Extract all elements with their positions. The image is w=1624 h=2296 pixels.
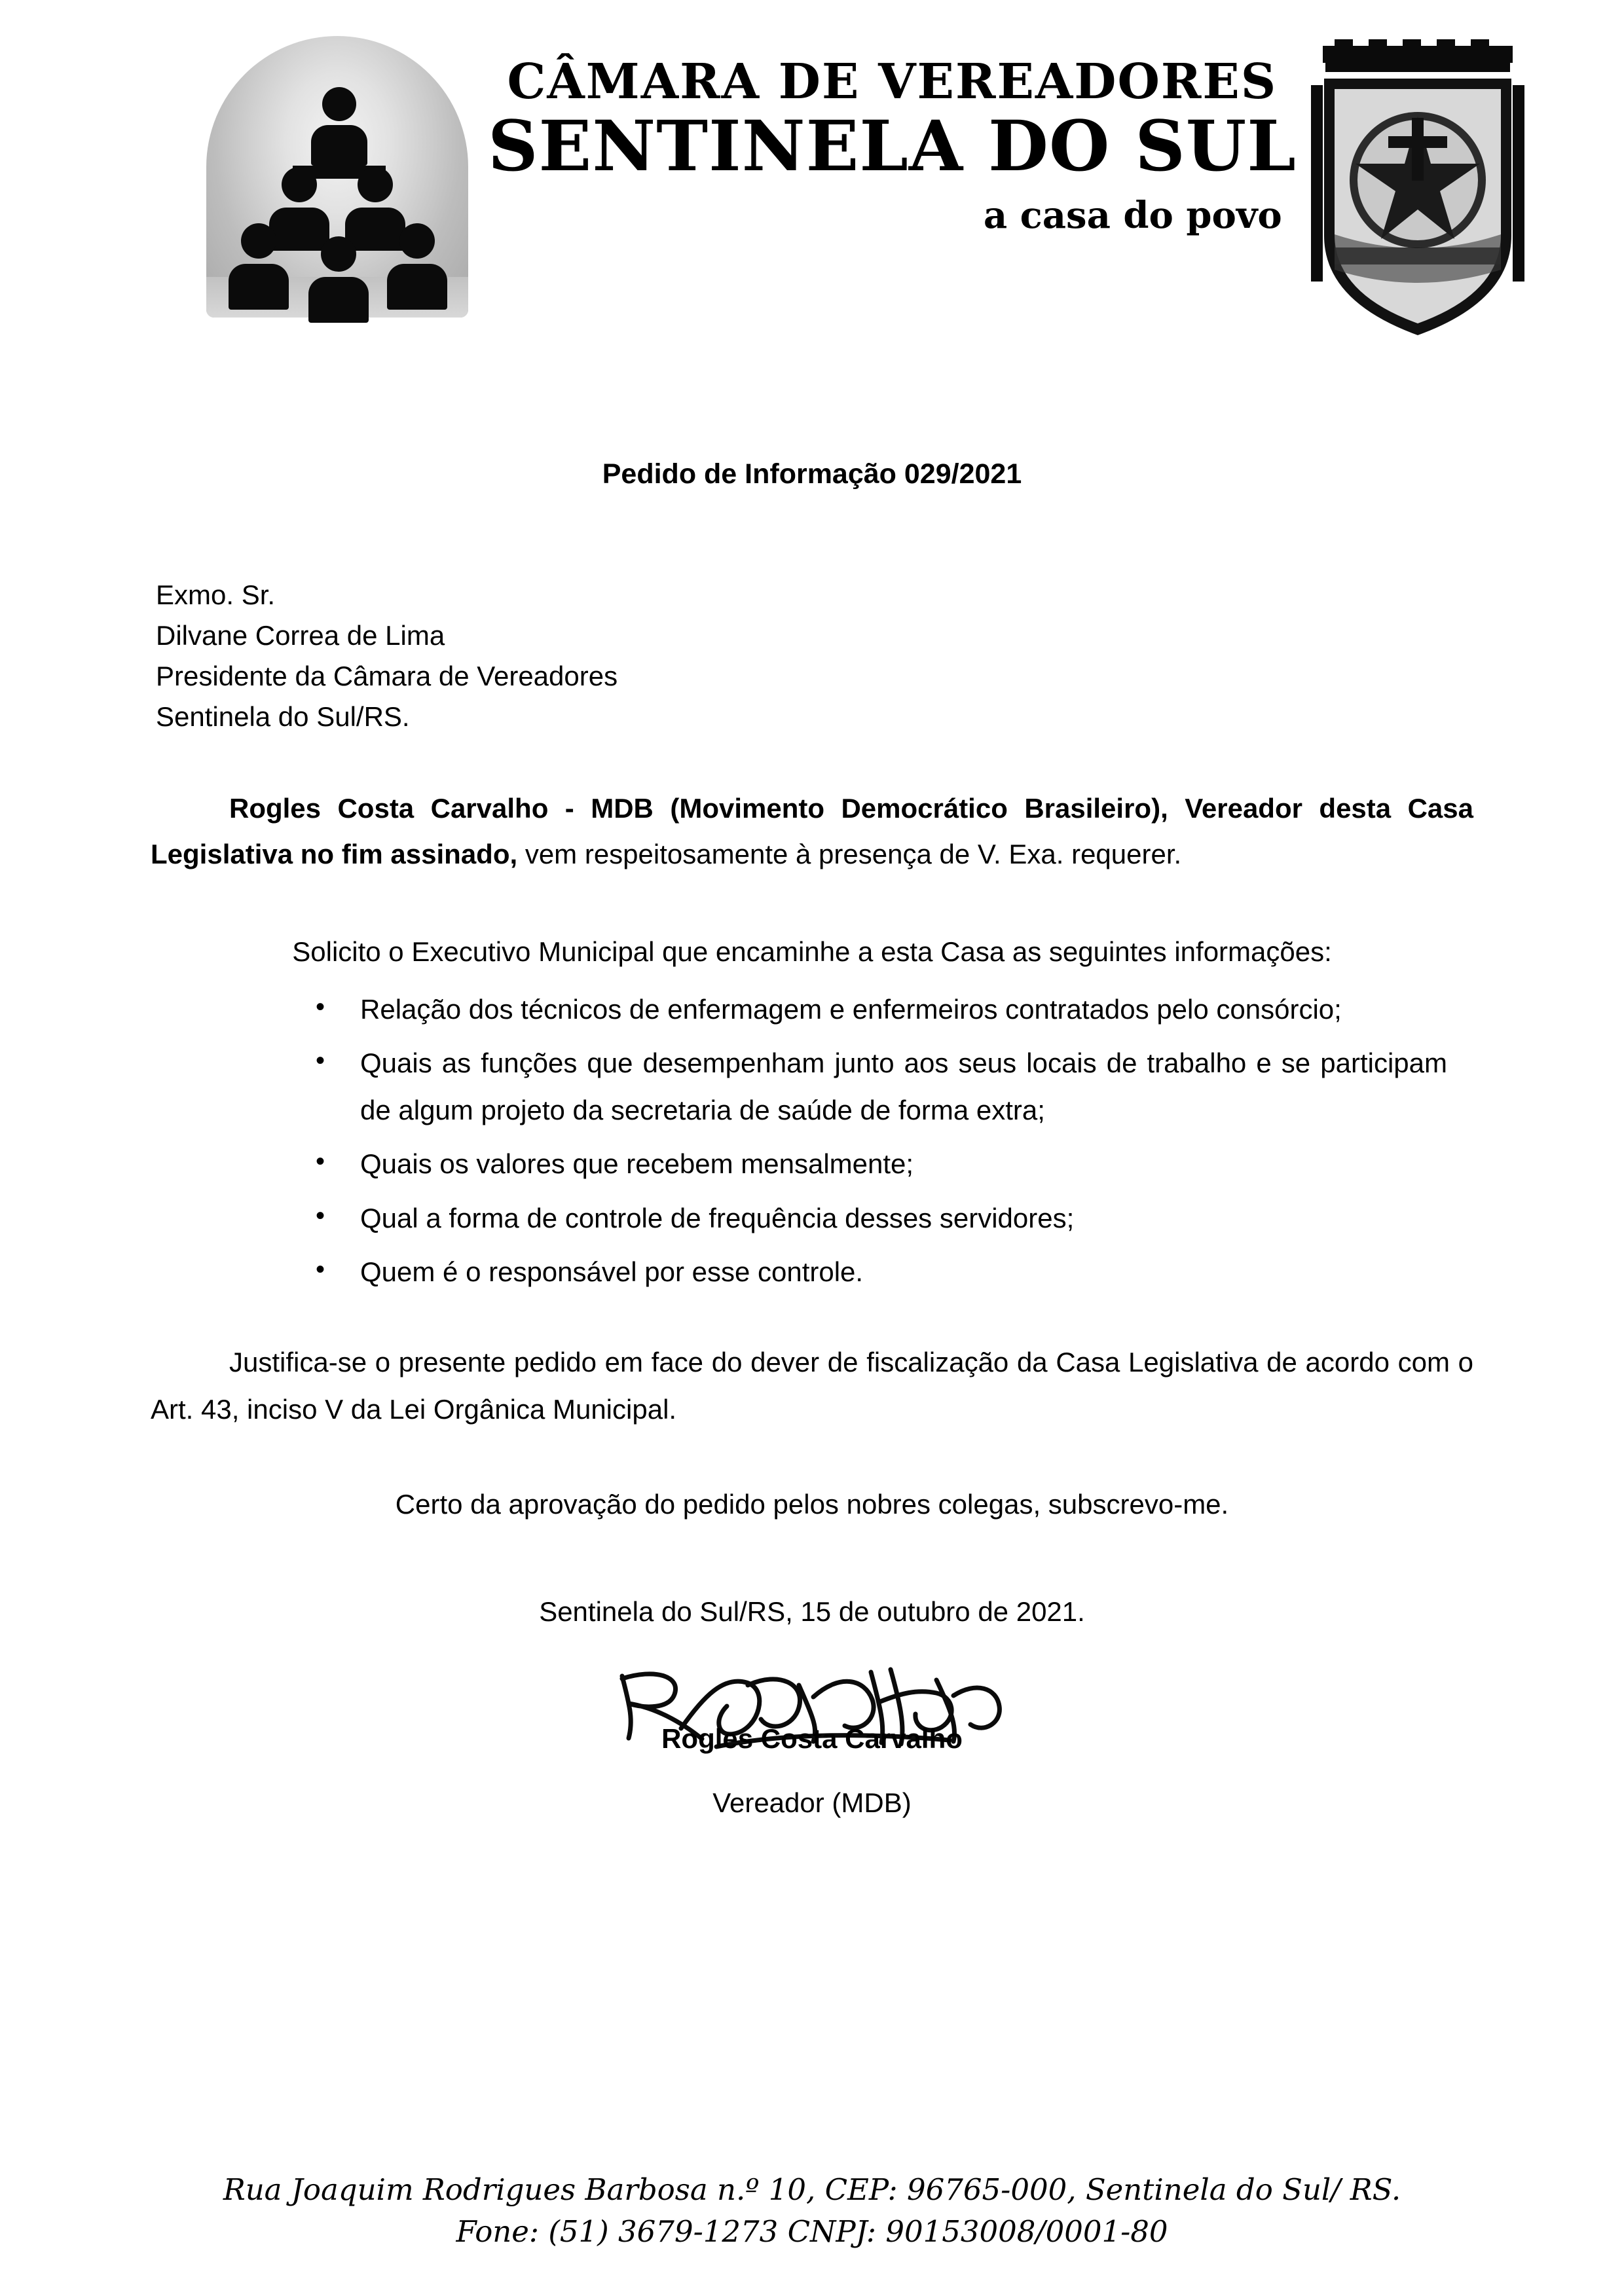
- request-item-list: [151, 986, 1473, 1296]
- footer-line-2: Fone: (51) 3679-1273 CNPJ: 90153008/0001-80: [456, 2214, 1168, 2250]
- signature-block: [151, 1660, 1473, 1772]
- justification-paragraph: Justifica-se o presente pedido em face do dever de fiscalização da Casa Legislativa de acordo com o Art. 43, inciso V da Lei Orgânica Municipal.: [151, 1347, 1473, 1425]
- place-and-date: Sentinela do Sul/RS, 15 de outubro de 2021.: [539, 1595, 1085, 1627]
- addressee-line-2: Dilvane Correa de Lima: [156, 619, 445, 651]
- emblem-figure-bottom-center: [308, 236, 369, 323]
- addressee-line-1: Exmo. Sr.: [156, 579, 276, 610]
- signature-role: Vereador (MDB): [712, 1787, 912, 1818]
- addressee-line-4: Sentinela do Sul/RS.: [156, 701, 410, 733]
- list-item: • Quais as funções que desempenham junto aos seus locais de trabalho e se participam de algum projeto da secretaria de saúde de forma extra;: [360, 1040, 1473, 1134]
- people-pyramid-emblem: [206, 36, 481, 337]
- list-item: • Quem é o responsável por esse controle.: [360, 1248, 1473, 1296]
- coat-of-arms-svg: [1297, 39, 1539, 347]
- chamber-title-line1: CÂMARA DE VEREADORES: [507, 54, 1278, 110]
- emblem-figure-bottom-left: [229, 223, 289, 310]
- opening-bold-2: Vereador desta Casa Legislativa no fim assinado,: [151, 793, 1473, 869]
- opening-paragraph: [151, 786, 1473, 877]
- chamber-title-line2: SENTINELA DO SUL: [488, 105, 1297, 187]
- list-item: • Relação dos técnicos de enfermagem e enfermeiros contratados pelo consórcio;: [360, 986, 1473, 1033]
- addressee-block: [156, 575, 1473, 738]
- signature-name: Rogles Costa Carvalho: [661, 1722, 963, 1754]
- closing-paragraph: Certo da aprovação do pedido pelos nobres colegas, subscrevo-me.: [395, 1488, 1229, 1520]
- list-item: • Qual a forma de controle de frequência desses servidores;: [360, 1195, 1473, 1242]
- addressee-line-3: Presidente da Câmara de Vereadores: [156, 660, 618, 691]
- municipal-coat-of-arms: [1297, 39, 1539, 347]
- request-intro: Solicito o Executivo Municipal que encaminhe a esta Casa as seguintes informações:: [292, 936, 1332, 967]
- emblem-figure-top: [311, 87, 367, 166]
- footer-address: [0, 2169, 1624, 2253]
- document-title: Pedido de Informação 029/2021: [602, 458, 1022, 490]
- opening-bold-1: Rogles Costa Carvalho - MDB (Movimento Democrático Brasileiro),: [229, 793, 1168, 824]
- opening-rest: vem respeitosamente à presença de V. Exa. requerer.: [517, 839, 1182, 869]
- emblem-figure-bottom-right: [387, 223, 447, 310]
- letterhead: [82, 0, 1542, 406]
- letterhead-titles: [481, 0, 1297, 237]
- list-item: • Quais os valores que recebem mensalmente;: [360, 1140, 1473, 1188]
- footer-line-1: Rua Joaquim Rodrigues Barbosa n.º 10, CEP: 96765-000, Sentinela do Sul/ RS.: [223, 2172, 1401, 2208]
- document-body: [151, 406, 1473, 1825]
- chamber-tagline: a casa do povo: [983, 193, 1282, 237]
